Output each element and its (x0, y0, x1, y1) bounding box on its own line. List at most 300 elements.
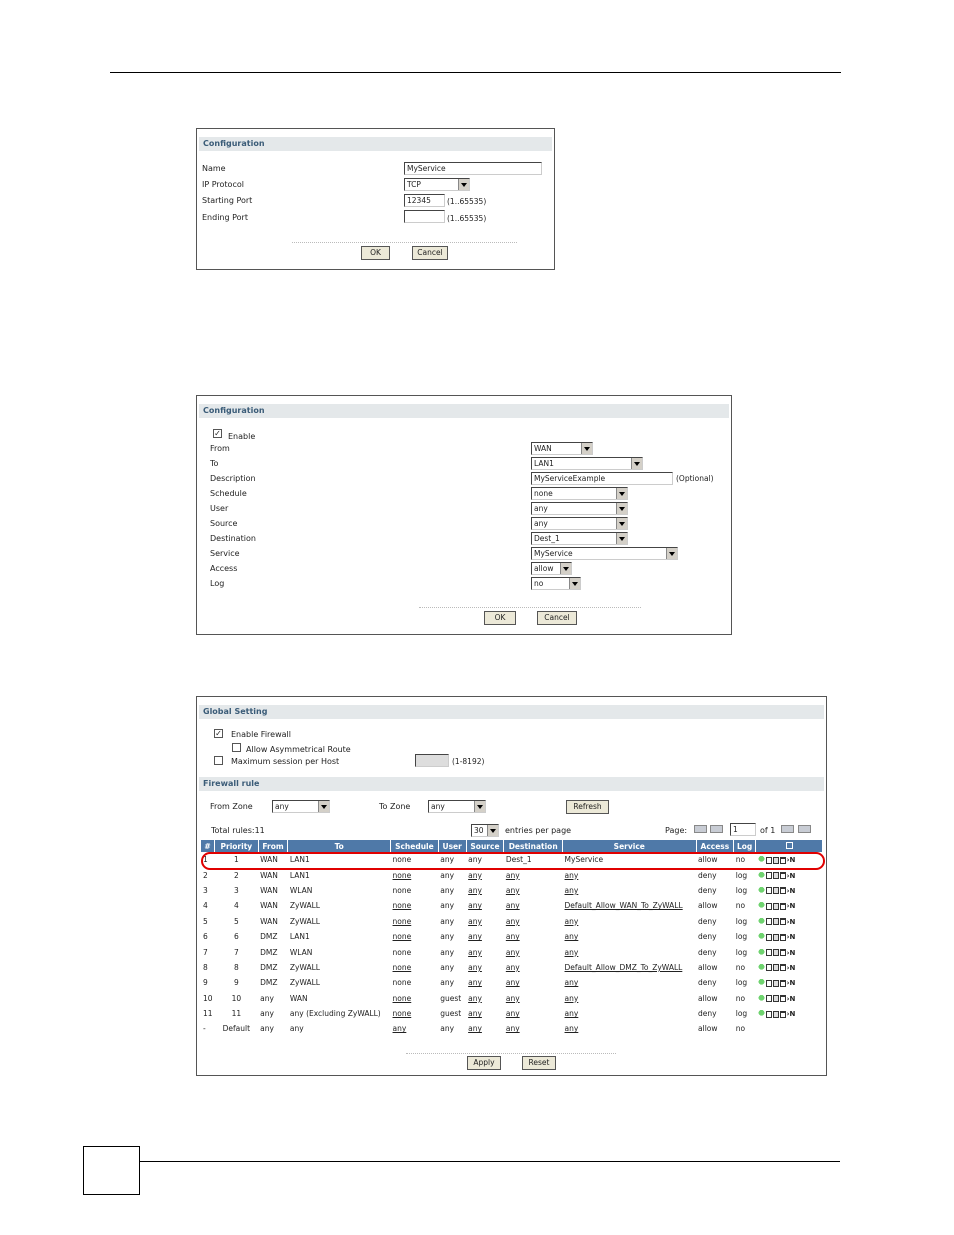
from-zone-value: any (275, 802, 289, 811)
per-page-label: entries per page (505, 826, 572, 835)
copy-icon[interactable] (773, 872, 779, 879)
move-icon[interactable]: ›N (786, 856, 796, 865)
max-session-input[interactable] (415, 754, 449, 767)
table-cell: any (Excluding ZyWALL) (289, 1009, 381, 1019)
bulb-icon[interactable] (758, 1010, 765, 1018)
total-rules: Total rules:11 (211, 826, 265, 835)
chevron-down-icon (581, 443, 592, 454)
table-cell: 5 (233, 916, 239, 926)
service-value: MyService (534, 549, 573, 558)
firewall-panel (196, 696, 827, 1076)
column-header[interactable]: Access (696, 840, 734, 852)
access-select[interactable] (531, 562, 572, 575)
table-cell: any (440, 1024, 455, 1034)
table-cell: any (505, 962, 520, 972)
bulb-icon[interactable] (758, 995, 765, 1003)
delete-icon[interactable] (780, 887, 786, 894)
row-actions (756, 898, 823, 913)
description-input[interactable]: MyServiceExample (531, 472, 673, 485)
access-value: allow (534, 564, 554, 573)
table-cell: 9 (233, 978, 239, 988)
move-icon[interactable]: ›N (786, 948, 796, 957)
table-cell: any (440, 901, 455, 911)
table-cell: Default_Allow_DMZ_To_ZyWALL (564, 962, 683, 972)
enable-firewall-label: Enable Firewall (231, 730, 291, 739)
chevron-down-icon (616, 533, 627, 544)
table-cell: any (564, 916, 579, 926)
table-cell: 6 (233, 932, 239, 942)
move-icon[interactable]: ›N (786, 886, 796, 895)
chevron-down-icon (458, 179, 469, 190)
to-zone-select[interactable] (428, 800, 486, 813)
table-cell: log (735, 870, 748, 880)
column-header[interactable]: Source (466, 840, 504, 852)
edit-icon[interactable] (766, 903, 772, 910)
table-cell: any (392, 1024, 407, 1034)
table-cell: 2 (233, 870, 239, 880)
next-page-icon[interactable] (781, 825, 794, 833)
copy-icon[interactable] (773, 887, 779, 894)
column-header[interactable]: Service (563, 840, 696, 852)
table-cell: DMZ (260, 962, 278, 972)
bulb-icon[interactable] (758, 979, 765, 987)
move-icon[interactable]: ›N (786, 933, 796, 942)
table-cell: none (392, 932, 412, 942)
table-cell: any (468, 901, 482, 911)
table-cell: allow (698, 993, 718, 1003)
delete-icon[interactable] (780, 1011, 786, 1018)
table-cell: any (468, 1009, 482, 1019)
table-cell: any (440, 870, 455, 880)
table-row[interactable] (201, 1006, 823, 1021)
chevron-down-icon (487, 825, 498, 836)
row-actions (756, 883, 823, 898)
bulb-icon[interactable] (758, 964, 765, 972)
edit-icon[interactable] (766, 918, 772, 925)
table-cell: any (564, 932, 579, 942)
table-cell: 4 (233, 901, 239, 911)
apply-button[interactable]: Apply (467, 1056, 501, 1070)
table-cell: any (468, 870, 482, 880)
ok-button[interactable]: OK (361, 246, 390, 260)
move-icon[interactable]: ›N (786, 963, 796, 972)
table-cell: deny (698, 916, 717, 926)
edit-icon[interactable] (766, 1011, 772, 1018)
move-icon[interactable]: ›N (786, 871, 796, 880)
table-cell: any (440, 962, 455, 972)
table-row[interactable] (201, 960, 823, 975)
delete-icon[interactable] (780, 918, 786, 925)
column-header[interactable]: From (258, 840, 288, 852)
table-cell: 9 (203, 978, 208, 988)
table-cell: none (392, 947, 412, 957)
row-actions (756, 914, 823, 929)
table-cell: MyService (564, 855, 604, 865)
chevron-down-icon (474, 801, 485, 812)
table-cell: any (505, 885, 520, 895)
table-cell: DMZ (260, 978, 278, 988)
table-cell: deny (698, 1009, 717, 1019)
table-cell: any (468, 978, 482, 988)
source-select[interactable] (531, 517, 628, 530)
table-cell: any (564, 870, 579, 880)
chevron-down-icon (560, 563, 571, 574)
table-cell: 8 (233, 962, 239, 972)
table-cell: 6 (203, 932, 208, 942)
panel-title: Configuration (199, 137, 552, 151)
table-cell: WAN (260, 901, 278, 911)
copy-icon[interactable] (773, 949, 779, 956)
page-of: of 1 (760, 826, 776, 835)
edit-icon[interactable] (766, 887, 772, 894)
column-header[interactable]: To (288, 840, 391, 852)
table-row[interactable] (201, 975, 823, 990)
table-cell: any (440, 885, 455, 895)
edit-icon[interactable] (766, 995, 772, 1002)
table-cell: any (564, 978, 579, 988)
row-actions (756, 929, 823, 944)
max-session-label: Maximum session per Host (231, 757, 340, 766)
copy-icon[interactable] (773, 903, 779, 910)
table-row[interactable] (201, 883, 823, 898)
starting-port-input[interactable]: 12345 (404, 194, 445, 207)
table-cell: deny (698, 978, 717, 988)
enable-firewall-checkbox[interactable]: ✓ (215, 729, 222, 738)
page-input[interactable]: 1 (730, 823, 756, 836)
table-cell: no (735, 901, 746, 911)
column-header[interactable]: # (201, 840, 215, 852)
table-cell: any (468, 855, 482, 865)
destination-select[interactable] (531, 532, 628, 545)
table-cell: any (468, 993, 482, 1003)
table-cell: 8 (203, 962, 208, 972)
table-cell: 11 (203, 1009, 213, 1019)
delete-icon[interactable] (780, 903, 786, 910)
column-header[interactable]: Destination (504, 840, 563, 852)
enable-checkbox[interactable]: ✓ (214, 429, 221, 438)
table-cell: any (505, 916, 520, 926)
bulb-icon[interactable] (758, 918, 765, 926)
column-header[interactable]: Log (734, 840, 756, 852)
table-cell: log (735, 932, 748, 942)
from-value: WAN (534, 444, 552, 453)
copy-icon[interactable] (773, 964, 779, 971)
delete-icon[interactable] (780, 872, 786, 879)
service-select[interactable] (531, 547, 678, 560)
delete-icon[interactable] (780, 964, 786, 971)
copy-icon[interactable] (773, 980, 779, 987)
ending-port-hint: (1..65535) (447, 214, 487, 223)
copy-icon[interactable] (773, 918, 779, 925)
table-cell: any (260, 993, 274, 1003)
table-cell: none (392, 885, 412, 895)
page-label: Page: (665, 826, 688, 835)
row-actions (756, 944, 823, 959)
divider (419, 607, 641, 608)
table-cell: WLAN (289, 947, 313, 957)
to-zone-value: any (431, 802, 445, 811)
table-cell: WAN (260, 885, 278, 895)
table-cell: none (392, 901, 412, 911)
table-cell: WAN (260, 916, 278, 926)
table-cell: WAN (260, 870, 278, 880)
bulb-icon[interactable] (758, 949, 765, 957)
divider (406, 1053, 616, 1054)
page-header-rule (110, 72, 841, 73)
table-row[interactable] (201, 1021, 823, 1036)
add-icon[interactable] (756, 840, 823, 852)
table-cell: any (505, 901, 520, 911)
table-cell: any (564, 1009, 579, 1019)
protocol-select[interactable] (404, 178, 470, 191)
user-label: User (210, 504, 229, 513)
asymmetrical-route-checkbox[interactable] (232, 743, 241, 752)
table-cell: deny (698, 885, 717, 895)
table-cell: log (735, 1009, 748, 1019)
edit-icon[interactable] (766, 964, 772, 971)
to-zone-label: To Zone (379, 802, 411, 811)
table-cell: any (289, 1024, 304, 1034)
access-label: Access (210, 564, 238, 573)
table-cell: deny (698, 947, 717, 957)
prev-page-icon[interactable] (710, 825, 723, 833)
user-select[interactable] (531, 502, 628, 515)
from-zone-label: From Zone (210, 802, 253, 811)
table-cell: log (735, 916, 748, 926)
column-header[interactable]: Schedule (391, 840, 439, 852)
edit-icon[interactable] (766, 872, 772, 879)
table-cell: guest (440, 993, 462, 1003)
delete-icon[interactable] (780, 934, 786, 941)
table-cell: ZyWALL (289, 962, 320, 972)
table-cell: none (392, 978, 412, 988)
table-cell: no (735, 1024, 746, 1034)
table-cell: any (468, 885, 482, 895)
description-hint: (Optional) (676, 474, 714, 483)
table-cell: log (735, 978, 748, 988)
bulb-icon[interactable] (758, 872, 765, 880)
schedule-select[interactable] (531, 487, 628, 500)
cancel-button[interactable]: Cancel (537, 611, 577, 625)
edit-icon[interactable] (766, 949, 772, 956)
starting-port-hint: (1..65535) (447, 197, 487, 206)
table-cell: Dest_1 (505, 855, 532, 865)
table-cell: any (505, 1024, 520, 1034)
table-cell: 10 (231, 993, 242, 1003)
table-cell: WLAN (289, 885, 313, 895)
bulb-icon[interactable] (758, 887, 765, 895)
per-page-select[interactable] (471, 824, 499, 837)
table-cell: LAN1 (289, 855, 310, 865)
from-zone-select[interactable] (272, 800, 330, 813)
move-icon[interactable]: ›N (786, 994, 796, 1003)
enable-label: Enable (228, 432, 256, 441)
starting-port-label: Starting Port (202, 196, 253, 205)
table-cell: 2 (203, 870, 208, 880)
table-cell: any (564, 993, 579, 1003)
destination-label: Destination (210, 534, 256, 543)
chevron-down-icon (631, 458, 642, 469)
table-cell: any (468, 1024, 482, 1034)
table-cell: none (392, 916, 412, 926)
table-cell: log (735, 885, 748, 895)
table-row[interactable] (201, 991, 823, 1006)
table-cell: any (440, 855, 455, 865)
table-cell: 3 (203, 885, 208, 895)
column-header[interactable]: User (438, 840, 466, 852)
table-cell: any (260, 1009, 274, 1019)
to-select[interactable] (531, 457, 643, 470)
table-cell: LAN1 (289, 932, 310, 942)
table-body (201, 852, 823, 1037)
table-row[interactable] (201, 914, 823, 929)
ok-button[interactable]: OK (484, 611, 516, 625)
table-cell: any (505, 947, 520, 957)
chevron-down-icon (318, 801, 329, 812)
table-cell: log (735, 947, 748, 957)
table-cell: deny (698, 932, 717, 942)
protocol-value: TCP (407, 180, 421, 189)
row-actions (756, 975, 823, 990)
table-cell: allow (698, 855, 718, 865)
table-cell: 11 (231, 1009, 242, 1019)
from-select[interactable] (531, 442, 593, 455)
table-cell: any (505, 993, 520, 1003)
table-cell: any (468, 962, 482, 972)
move-icon[interactable]: ›N (786, 1010, 796, 1019)
firewall-rule-title: Firewall rule (199, 777, 824, 791)
copy-icon[interactable] (773, 934, 779, 941)
table-cell: ZyWALL (289, 901, 320, 911)
table-cell: any (505, 870, 520, 880)
chevron-down-icon (616, 503, 627, 514)
user-value: any (534, 504, 548, 513)
schedule-value: none (534, 489, 553, 498)
delete-icon[interactable] (780, 995, 786, 1002)
name-input[interactable]: MyService (404, 162, 542, 175)
table-cell: 1 (233, 855, 239, 865)
table-header-row (201, 840, 823, 852)
from-label: From (210, 444, 230, 453)
to-value: LAN1 (534, 459, 554, 468)
table-cell: WAN (260, 855, 278, 865)
table-cell: LAN1 (289, 870, 310, 880)
table-cell: 4 (203, 901, 208, 911)
asymmetrical-route-label: Allow Asymmetrical Route (246, 745, 351, 754)
chevron-down-icon (666, 548, 677, 559)
table-cell: any (505, 978, 520, 988)
table-cell: 5 (203, 916, 208, 926)
max-session-hint: (1-8192) (452, 757, 485, 766)
table-cell: 10 (203, 993, 213, 1003)
copy-icon[interactable] (773, 995, 779, 1002)
table-cell: allow (698, 962, 718, 972)
table-row[interactable] (201, 898, 823, 913)
to-label: To (210, 459, 219, 468)
move-icon[interactable]: ›N (786, 917, 796, 926)
table-cell: none (392, 855, 412, 865)
table-cell: any (260, 1024, 274, 1034)
name-label: Name (202, 164, 226, 173)
table-cell: none (392, 1009, 412, 1019)
ending-port-input[interactable] (404, 210, 445, 223)
cancel-button[interactable]: Cancel (412, 246, 448, 260)
table-cell: any (564, 885, 579, 895)
table-cell: no (735, 993, 746, 1003)
row-actions (756, 1021, 823, 1036)
last-page-icon[interactable] (798, 825, 811, 833)
copy-icon[interactable] (773, 1011, 779, 1018)
bulb-icon[interactable] (758, 902, 765, 910)
log-value: no (534, 579, 544, 588)
delete-icon[interactable] (780, 949, 786, 956)
table-cell: none (392, 962, 412, 972)
edit-icon[interactable] (766, 934, 772, 941)
table-cell: any (564, 1024, 579, 1034)
table-cell: any (505, 1009, 520, 1019)
log-label: Log (210, 579, 225, 588)
table-cell: no (735, 855, 746, 865)
table-row[interactable] (201, 944, 823, 959)
table-cell: any (505, 932, 520, 942)
refresh-button[interactable]: Refresh (566, 800, 609, 814)
first-page-icon[interactable] (694, 825, 707, 833)
bulb-icon[interactable] (758, 933, 765, 941)
table-cell: 3 (233, 885, 239, 895)
table-cell: ZyWALL (289, 916, 320, 926)
table-row[interactable] (201, 929, 823, 944)
service-config-panel (196, 128, 555, 270)
table-cell: WAN (289, 993, 308, 1003)
move-icon[interactable]: ›N (786, 979, 796, 988)
table-cell: no (735, 962, 746, 972)
delete-icon[interactable] (780, 980, 786, 987)
table-cell: deny (698, 870, 717, 880)
source-label: Source (210, 519, 238, 528)
move-icon[interactable]: ›N (786, 902, 796, 911)
table-cell: 1 (203, 855, 208, 865)
page-footer-rule (140, 1161, 840, 1162)
chevron-down-icon (569, 578, 580, 589)
row-actions (756, 991, 823, 1006)
table-cell: ZyWALL (289, 978, 320, 988)
table-cell: any (440, 978, 455, 988)
table-cell: none (392, 870, 412, 880)
reset-button[interactable]: Reset (522, 1056, 556, 1070)
global-setting-title: Global Setting (199, 705, 824, 719)
per-page-value: 30 (474, 826, 484, 835)
max-session-checkbox[interactable] (214, 756, 223, 765)
table-cell: any (468, 932, 482, 942)
table-cell: none (392, 993, 412, 1003)
log-select[interactable] (531, 577, 581, 590)
column-header[interactable]: Priority (215, 840, 259, 852)
table-cell: any (468, 947, 482, 957)
page-number-box (83, 1146, 140, 1195)
ending-port-label: Ending Port (202, 213, 248, 222)
rule-config-panel (196, 395, 732, 635)
table-cell: 7 (233, 947, 239, 957)
destination-value: Dest_1 (534, 534, 560, 543)
table-cell: DMZ (260, 947, 278, 957)
edit-icon[interactable] (766, 980, 772, 987)
table-cell: 7 (203, 947, 208, 957)
schedule-label: Schedule (210, 489, 247, 498)
row-actions (756, 960, 823, 975)
table-cell: DMZ (260, 932, 278, 942)
chevron-down-icon (616, 488, 627, 499)
table-cell: any (440, 916, 455, 926)
